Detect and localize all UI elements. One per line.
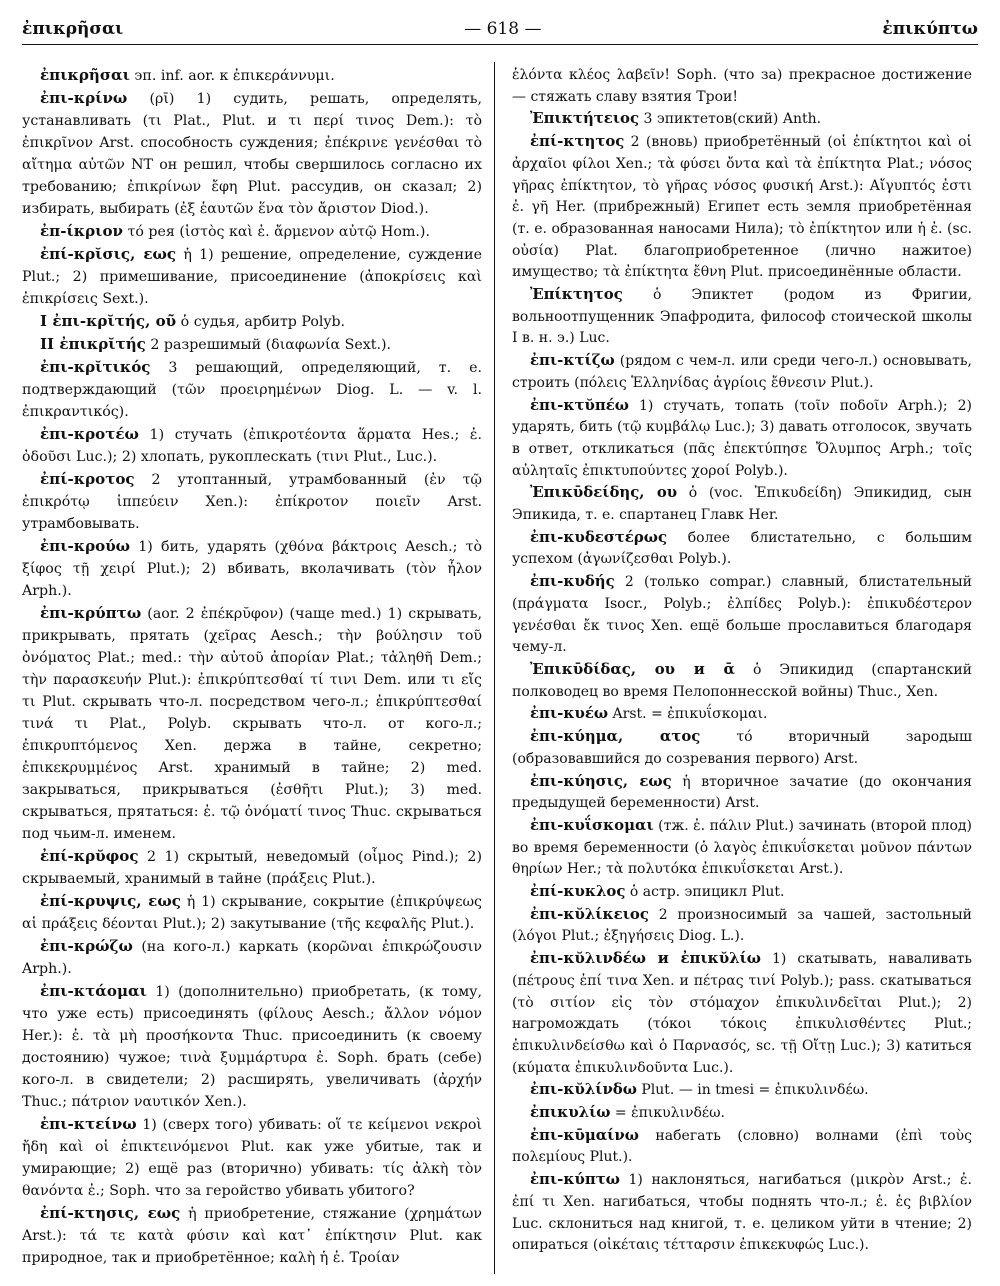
entry-definition: (ρῑ) 1) судить, решать, определять, устанавливать (τι Plat., Plut. и τι περί τινος Dem.): τὸ ἐπικρῖνον Arst. способность суждения; ἐπέκρινε γενέσθαι τὸ αἴτημα αὐτῶν NT он решил, чтобы свершилось согласно их требованию; ἐπικρίνων ἔφη Plut. рассудив, он сказал; 2) избирать, выбирать (ἐξ ἑαυτῶν ἕνα τὸν ἄριστον Diod.). <box>22 91 482 217</box>
entry-definition: эп. inf. aor. к ἐπικεράννυμι. <box>129 68 335 84</box>
entry-headword: ἐπι-κῠλίνδω <box>530 1080 637 1099</box>
entry-definition: 2 разрешимый (διαφωνία Sext.). <box>145 337 392 353</box>
dictionary-entry <box>22 87 482 220</box>
entry-headword: ἐπι-κτῠπέω <box>530 395 629 414</box>
dictionary-entry <box>512 108 972 131</box>
entry-definition: 3 решающий, определяющий, т. е. подтверждающий (τῶν προειρημένων Diog. L. — v. l. ἐπικραντικός). <box>22 360 482 420</box>
entry-headword: ἐπι-κῠλινδέω и ἐπικῠλίω <box>530 949 761 968</box>
dictionary-entry <box>22 333 482 356</box>
entry-definition: τό вторичный зародыш (образовавшийся до созревания первого) Arst. <box>512 729 972 767</box>
entry-headword: ἐπι-κτίζω <box>530 351 615 370</box>
entry-definition: (на кого-л.) каркать (κορῶναι ἐπικρώζουσιν Arph.). <box>22 939 482 977</box>
entry-definition: ὁ (voc. Ἐπικυδείδη) Эпикидид, сын Эпикида, т. е. спартанец Главк Her. <box>512 485 973 524</box>
dictionary-entry <box>22 356 482 423</box>
header-right-guideword: ἐπικύπτω <box>882 19 978 39</box>
entry-definition: = ἐπικυλινδέω. <box>610 1105 725 1122</box>
dictionary-entry <box>512 350 972 394</box>
entry-headword: Ἐπικῡδίδας, ου и ᾱ <box>530 659 735 678</box>
entry-definition: 3 эпиктетов(ский) Anth. <box>639 111 822 128</box>
entry-headword: Ἐπικτήτειος <box>530 109 640 128</box>
header-left-guideword: ἐπικρῆσαι <box>22 19 124 39</box>
dictionary-entry <box>22 220 482 243</box>
page-header <box>22 14 978 45</box>
dictionary-entry <box>22 64 482 87</box>
entry-headword: ἐπι-κτάομαι <box>40 982 147 1000</box>
dictionary-entry <box>512 1169 972 1257</box>
dictionary-entry <box>512 395 972 483</box>
dictionary-entry <box>22 935 482 980</box>
dictionary-entry <box>512 771 972 815</box>
entry-definition: 1) наклоняться, нагибаться (μικρὸν Arst.; ἐ. ἐπί τι Xen. нагибаться, чтобы поднять что-л.; ἐ. ἐς βιβλίον Luc. склониться над книгой, т. е. целиком уйти в чтение; 2) опираться (οἰκέταις τέτταρσιν ἐπικεκυφώς Luc.). <box>512 1172 972 1254</box>
dictionary-entry <box>22 845 482 890</box>
entry-headword: ἐπι-κυδεστέρως <box>530 527 668 546</box>
entry-headword: ἐπι-κῠλίκειος <box>530 904 649 923</box>
dictionary-entry <box>22 535 482 602</box>
entry-definition: (рядом с чем-л. или среди чего-л.) основывать, строить (πόλεις Ἑλληνίδας ἀγρίοις ἔθνεσιν Plut.). <box>512 353 972 391</box>
entry-definition: ὁ Эпикидид (спартанский полководец во время Пелопоннесской войны) Thuc., Xen. <box>512 661 972 700</box>
entry-definition: (тж. ἐ. πάλιν Plut.) зачинать (второй плод) во время беременности (ὁ λαγὸς ἐπικυΐσκεται μοῦνον πάντων θηρίων Her.; τὰ πολυτόκα ἐπικυΐσκεται Arst.). <box>512 817 972 878</box>
entry-headword: ἐπί-κτητος <box>530 132 625 151</box>
entry-headword: ἐπι-κύπτω <box>530 1170 620 1189</box>
entry-definition: ὁ судья, арбитр Polyb. <box>176 314 346 330</box>
entry-headword: ἐπι-κροτέω <box>40 425 139 443</box>
entry-definition: 2 1) скрытый, неведомый (οἶμος Pind.); 2) скрываемый, хранимый в тайне (πράξεις Plut.). <box>22 849 482 887</box>
entry-definition: Plut. — in tmesi = ἐπικυλινδέω. <box>636 1082 869 1099</box>
entry-headword: ἐπι-κρούω <box>40 537 131 555</box>
entry-definition: ἡ вторичное зачатие (до окончания предыдущей беременности) Arst. <box>512 773 973 812</box>
entry-headword: Ἐπικῡδείδης, ου <box>530 483 678 502</box>
entry-headword: ἐπι-κυδής <box>530 572 615 591</box>
dictionary-entry <box>22 890 482 935</box>
dictionary-entry <box>22 423 482 468</box>
dictionary-entry <box>512 1125 972 1169</box>
entry-headword: ἐπι-κύησις, εως <box>530 771 672 790</box>
entry-definition: более блистательно, с большим успехом (ἀγωνίζεσθαι Polyb.). <box>512 529 972 568</box>
right-column <box>512 64 972 1257</box>
entry-definition: τό рея (ἱστὸς καὶ ἐ. ἄρμενον αὐτῷ Hom.). <box>123 224 430 240</box>
column-divider <box>494 62 495 1274</box>
entry-definition: набегать (словно) волнами (ἐπὶ τοὺς πολεμίους Plut.). <box>512 1127 972 1166</box>
entry-definition: 1) стучать, топать (τοῖν ποδοῖν Arph.); 2) ударять, бить (τῷ κυμβάλῳ Luc.); 3) давать отголосок, звучать в ответ, откликаться (πᾶς ἐπεκτύπησε Ὄλυμπος Arph.; τοῖς αὐληταῖς ἐπικτυπούντες χοροί Polyb.). <box>512 397 972 479</box>
entry-headword: ἐπί-κρυψις, εως <box>40 892 181 910</box>
entry-definition: ἑλόντα κλέος λαβεῖν! Soph. (что за) прекрасное достижение — стяжать славу взятия Трои! <box>512 67 972 105</box>
entry-definition: 1) скатывать, наваливать (πέτρους ἐπί τινα Xen. и πέτρας τινί Polyb.); pass. скатываться (τὸ σιτίον εἰς τὸν στόμαχον ἐπικυλινδεῖται Plut.); 2) нагромождать (τόκοι τόκοις ἐπικυλισθέντες Plut.; ἐπικυλινδείσθω καὶ ὁ Παρνασός, sc. τῇ Οἴτῃ Luc.); 3) катиться (κύματα ἐπικυλινδοῦντα Luc.). <box>512 951 972 1076</box>
entry-definition: 2 (вновь) приобретённый (οἱ ἐπίκτητοι καὶ οἱ ἀρχαῖοι φίλοι Xen.; τὰ φύσει ὄντα καὶ τὰ ἐπίκτητα Plat.; νόσος γῆρας ἐπίκτητον, τὸ γῆρας νόσος φυσική Arst.): Αἴγυπτός ἐστι ἐ. γῆ Her. (прибрежный) Египет есть земля приобретённая (т. е. образованная наносами Нила); τὸ ἐπίκτητον или ἡ ἐ. (sc. οὐσία) Plat. благоприобретенное (лично нажитое) имущество; τὰ ἐπίκτητα ἔθνη Plut. присоединённые области. <box>512 134 972 281</box>
dictionary-entry <box>512 948 972 1079</box>
entry-definition: 1) бить, ударять (χθόνα βάκτροις Aesch.; τὸ ξίφος τῇ χειρί Plut.); 2) вбивать, вколачивать (τὸν ἧλον Arph.). <box>22 539 482 599</box>
entry-headword: ἐπικυλίω <box>530 1103 611 1122</box>
dictionary-entry <box>512 284 972 350</box>
entry-headword: ἐπι-κρώζω <box>40 937 133 955</box>
dictionary-entry <box>512 482 972 526</box>
entry-headword: ἐπι-κύημα, ατος <box>530 727 701 746</box>
dictionary-entry <box>512 726 972 770</box>
entry-headword: ἐπι-κρῐτικός <box>40 358 151 376</box>
dictionary-entry <box>22 468 482 535</box>
entry-definition: Arst. = ἐπικυΐσκομαι. <box>608 706 768 723</box>
entry-definition: 1) (дополнительно) приобретать, (к тому, что уже есть) присоединять (φίλους Aesch.; ἄλλον νόμον Her.): ἐ. τὰ μὴ προσήκοντα Thuc. присоединить (к своему достоянию) чужое; τινὰ ξυμμάρτυρα ἐ. Soph. брать (себе) кого-л. в свидетели; 2) расширять, увеличивать (ἀρχήν Thuc.; πάτριον ναυτικόν Xen.). <box>22 984 482 1110</box>
dictionary-entry <box>512 1079 972 1102</box>
entry-headword: ἐπι-κρίνω <box>40 89 128 107</box>
page-number: — 618 — <box>464 19 542 39</box>
dictionary-entry <box>512 904 972 948</box>
dictionary-entry <box>22 602 482 845</box>
entry-headword: ἐπι-κυΐσκομαι <box>530 815 654 834</box>
dictionary-entry <box>22 980 482 1113</box>
dictionary-entry <box>22 1202 482 1269</box>
entry-headword: ἐπί-κτησις, εως <box>40 1204 181 1222</box>
entry-headword: II ἐπικρῐτής <box>40 335 146 353</box>
entry-definition: ἡ 1) решение, определение, суждение Plut.; 2) примешивание, присоединение (ἀποκρίσεις καὶ ἐπικρίσεις Sext.). <box>22 247 482 307</box>
dictionary-entry <box>512 64 972 108</box>
dictionary-entry <box>512 659 972 703</box>
entry-headword: ἐπί-κρῠφος <box>40 847 139 865</box>
entry-headword: Ἐπίκτητος <box>530 285 623 304</box>
dictionary-entry <box>512 571 972 659</box>
dictionary-entry <box>22 243 482 310</box>
entry-headword: ἐπί-κρῐσις, εως <box>40 245 177 263</box>
dictionary-entry <box>22 310 482 333</box>
entry-headword: ἐπί-κροτος <box>40 470 135 488</box>
entry-headword: ἐπικρῆσαι <box>40 66 130 84</box>
entry-definition: ἡ приобретение, стяжание (χρημάτων Arst.): τά τε κατὰ φύσιν καὶ κατ᾽ ἐπίκτησιν Plut. как природное, так и приобретённое; καλὴ ἡ ἐ. Τροίαν <box>22 1206 482 1266</box>
left-column <box>22 64 482 1269</box>
dictionary-entry <box>512 881 972 904</box>
dictionary-entry <box>22 1113 482 1202</box>
entry-headword: I ἐπι-κρῐτής, οῦ <box>40 312 177 330</box>
dictionary-entry <box>512 703 972 726</box>
entry-headword: ἐπ-ίκριον <box>40 222 123 240</box>
entry-headword: ἐπι-κρύπτω <box>40 604 142 622</box>
entry-headword: ἐπι-κτείνω <box>40 1115 137 1133</box>
entry-definition: 2 произносимый за чашей, застольный (λόγοι Plut.; ἐξηγήσεις Diog. L.). <box>512 906 972 945</box>
entry-definition: ὁ астр. эпицикл Plut. <box>625 884 785 901</box>
entry-headword: ἐπί-κυκλος <box>530 882 626 901</box>
entry-definition: 2 (только compar.) славный, блистательный (πράγματα Isocr., Polyb.; ἐλπίδες Polyb.): ἐπικυδέστερον γενέσθαι ἔκ τινος Xen. ещё больше прославиться благодаря чему-л. <box>512 574 972 656</box>
entry-definition: 1) стучать (ἐπικροτέοντα ἅρματα Hes.; ἐ. ὀδοῦσι Luc.); 2) хлопать, рукоплескать (τινι Plut., Luc.). <box>22 427 482 465</box>
dictionary-entry <box>512 131 972 284</box>
dictionary-entry <box>512 1102 972 1125</box>
dictionary-entry <box>512 815 972 881</box>
entry-definition: ἡ 1) скрывание, сокрытие (ἐπικρύψεως αἱ πράξεις δέονται Plut.); 2) закутывание (τῆς κεφαλῆς Plut.). <box>22 894 482 932</box>
entry-definition: 1) (сверх того) убивать: οἵ τε κείμενοι νεκροὶ ἤδη καὶ οἱ ἐπικτεινόμενοι Plut. как уже убитые, так и умирающие; 2) ещё раз (вторично) убивать: τίς ἀλκὴ τὸν θανόντα ἐ.; Soph. что за геройство убивать убитого? <box>22 1117 482 1199</box>
entry-headword: ἐπι-κῡμαίνω <box>530 1125 639 1144</box>
entry-definition: (aor. 2 ἐπέκρῠφον) (чаще med.) 1) скрывать, прикрывать, прятать (χεῖρας Aesch.; τὴν βούλησιν τοῦ ὀνόματος Plat.; med.: τὴν αὐτοῦ ἀπορίαν Plat.; τἀληθῆ Dem.; τὴν παρασκευήν Plut.): ἐπικρύπτεσθαί τί τινι Dem. или τι εἴς τι Plut. скрывать что-л. посредством чего-л.; ἐπικρύπτεσθαί τινά τι Plat., Polyb. скрывать что-л. от кого-л.; ἐπικρυπτόμενος Xen. держа в тайне, секретно; ἐπικεκρυμμένος Arst. хранимый в тайне; 2) med. закрываться, прикрываться (ἐσθῆτι Plut.); 3) med. скрываться, прятаться: ἐ. τῷ ὀνόματί τινος Thuc. скрываться под чьим-л. именем. <box>22 606 482 842</box>
entry-definition: 2 утоптанный, утрамбованный (ἐν τῷ ἐπικρότῳ ἱππεύειν Xen.): ἐπίκροτον ποιεῖν Arst. утрамбовывать. <box>22 472 482 532</box>
dictionary-entry <box>512 527 972 571</box>
entry-definition: ὁ Эпиктет (родом из Фригии, вольноотпущенник Эпафродита, философ стоической школы I в. н. э.) Luc. <box>512 287 972 347</box>
entry-headword: ἐπι-κυέω <box>530 704 609 723</box>
